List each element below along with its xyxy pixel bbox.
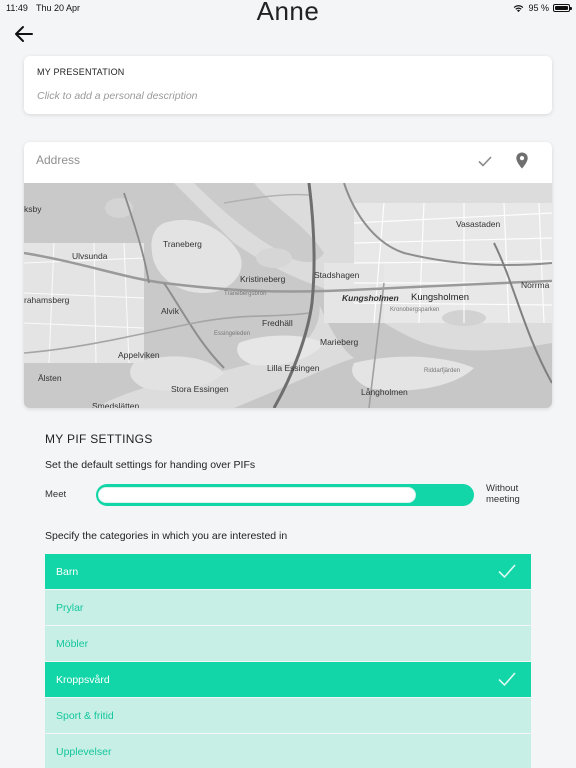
map-label-ulvsunda: Ulvsunda <box>72 251 108 261</box>
map-label-abrahamsberg: rahamsberg <box>24 295 70 305</box>
map-label-marieberg: Marieberg <box>320 337 359 347</box>
location-pin-icon <box>513 151 531 171</box>
map-label-kronobergsparken: Kronobergsparken <box>390 307 440 313</box>
slider-left-label: Meet <box>45 489 67 500</box>
status-time: 11:49 <box>6 3 28 13</box>
map-label-kristineberg: Kristineberg <box>240 274 286 284</box>
category-label: Upplevelser <box>56 746 112 758</box>
check-icon <box>497 670 517 688</box>
presentation-card[interactable] <box>24 56 552 114</box>
category-item[interactable] <box>45 698 531 733</box>
slider-thumb[interactable] <box>98 487 416 503</box>
presentation-label: MY PRESENTATION <box>37 67 125 77</box>
address-map[interactable] <box>24 183 552 408</box>
map-label-langholmen: Långholmen <box>361 387 408 397</box>
map-label-lilla-essingen: Lilla Essingen <box>267 363 320 373</box>
map-label-fredhall: Fredhäll <box>262 318 293 328</box>
category-list <box>45 554 531 768</box>
category-label: Prylar <box>56 602 84 614</box>
slider-right-label <box>486 483 520 505</box>
map-label-appelviken: Appelviken <box>118 350 160 360</box>
map-label-kungsholmen-district: Kungsholmen <box>342 293 399 303</box>
presentation-placeholder[interactable]: Click to add a personal description <box>37 90 198 102</box>
map-label-alvik: Alvik <box>161 306 179 316</box>
address-field[interactable] <box>24 142 552 182</box>
map-label-smedslatten: Smedslätten <box>92 401 140 408</box>
back-button[interactable] <box>12 22 36 46</box>
categories-label: Specify the categories in which you are interested in <box>45 530 288 542</box>
pif-settings-title: MY PIF SETTINGS <box>45 432 153 446</box>
map-label-stora-essingen: Stora Essingen <box>171 384 229 394</box>
map-label-stadshagen: Stadshagen <box>314 270 360 280</box>
address-placeholder[interactable]: Address <box>36 153 81 167</box>
confirm-address-button[interactable] <box>476 152 494 170</box>
map-label-essingeleden: Essingeleden <box>214 331 251 337</box>
page-title: Anne <box>256 0 320 26</box>
map-graphic <box>24 183 552 408</box>
map-label-kungsholmen: Kungsholmen <box>411 292 470 303</box>
map-label-ksby: ksby <box>24 204 42 214</box>
battery-percent: 95 % <box>528 3 549 13</box>
check-icon <box>497 562 517 580</box>
handover-label: Set the default settings for handing over PIFs <box>45 459 256 471</box>
category-item[interactable] <box>45 662 531 697</box>
address-card <box>24 142 552 408</box>
check-icon <box>476 152 494 170</box>
slider-right-label-line1: Without <box>486 483 519 494</box>
category-item[interactable] <box>45 554 531 589</box>
map-label-riddarfjarden: Riddarfjärden <box>424 368 461 374</box>
category-item[interactable] <box>45 626 531 661</box>
category-item[interactable] <box>45 734 531 768</box>
location-button[interactable] <box>513 151 531 171</box>
category-label: Möbler <box>56 638 89 650</box>
map-label-norrma: Norrma <box>521 280 550 290</box>
handover-slider-row <box>0 482 576 510</box>
category-label: Barn <box>56 566 79 578</box>
category-label: Kroppsvård <box>56 674 110 686</box>
map-label-traneberg: Traneberg <box>163 239 202 249</box>
map-label-alsten: Älsten <box>38 373 62 383</box>
handover-slider[interactable] <box>96 484 474 506</box>
map-label-vasastaden: Vasastaden <box>456 219 501 229</box>
arrow-left-icon <box>12 22 36 46</box>
status-date: Thu 20 Apr <box>36 3 81 13</box>
map-label-tranebergsbron: Tranebergsbron <box>224 291 267 297</box>
slider-right-label-line2: meeting <box>486 494 520 505</box>
category-label: Sport & fritid <box>56 710 114 722</box>
category-item[interactable] <box>45 590 531 625</box>
